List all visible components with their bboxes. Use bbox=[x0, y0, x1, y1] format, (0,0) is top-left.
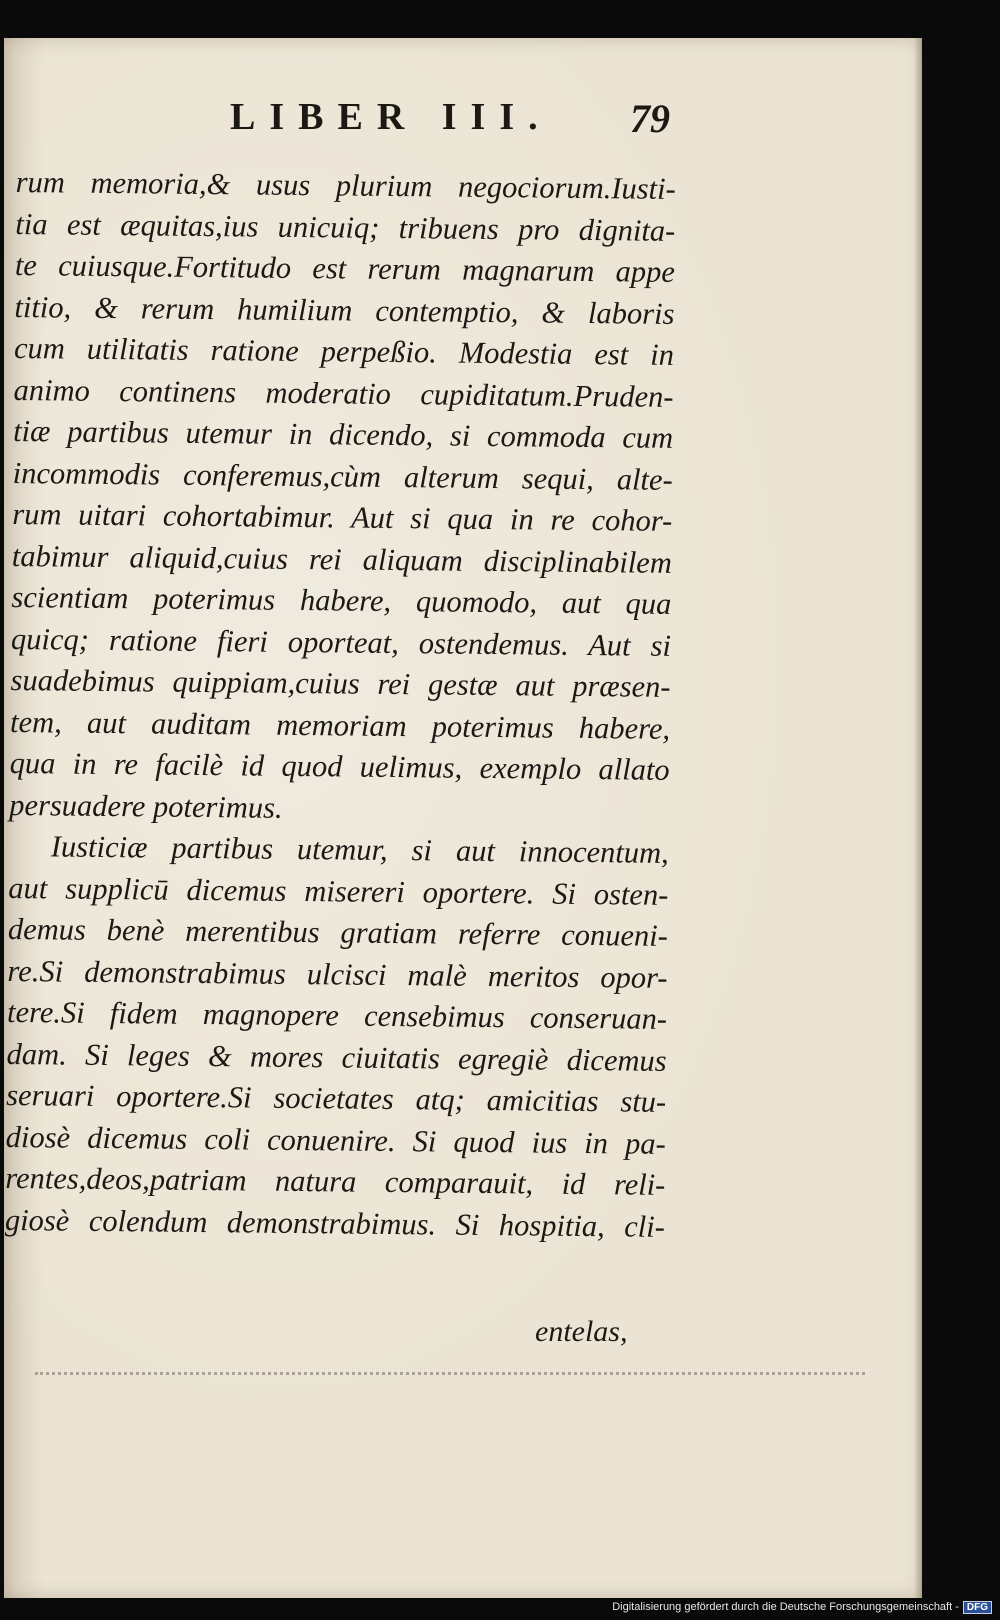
text-line: persuadere poterimus. bbox=[9, 787, 283, 825]
text-line: re.Si demonstrabimus ulcisci malè meritos opor- bbox=[7, 953, 668, 995]
credit-text: Digitalisierung gefördert durch die Deutsche Forschungsgemeinschaft - bbox=[612, 1601, 959, 1613]
text-line: aut supplicū dicemus misereri oportere. Si osten- bbox=[8, 870, 669, 912]
text-line: incommodis conferemus,cùm alterum sequi, alte- bbox=[12, 455, 673, 497]
page-edge-shadow bbox=[914, 38, 922, 1598]
text-line: rentes,deos,patriam natura comparauit, id reli- bbox=[5, 1160, 666, 1202]
dfg-logo: DFG bbox=[963, 1601, 992, 1614]
page-header bbox=[230, 95, 670, 155]
text-line: rum memoria,& usus plurium negociorum.Iusti- bbox=[15, 164, 676, 206]
text-line: tabimur aliquid,cuius rei aliquam disciplinabilem bbox=[11, 538, 673, 580]
text-line: seruari oportere.Si societates atq; amicitias stu- bbox=[6, 1077, 667, 1119]
text-line: quicq; ratione fieri oporteat, ostendemus. Aut si bbox=[10, 621, 672, 663]
paragraph-first-line: Iusticiæ partibus utemur, si aut innocentum, bbox=[50, 829, 669, 870]
page-number: 79 bbox=[630, 96, 670, 141]
text-line: dam. Si leges & mores ciuitatis egregiè dicemus bbox=[6, 1036, 667, 1078]
text-line: demus benè merentibus gratiam referre conueni- bbox=[7, 911, 669, 953]
text-line: scientiam poterimus habere, quomodo, aut qua bbox=[11, 579, 672, 621]
text-line: tere.Si fidem magnopere censebimus conseruan- bbox=[6, 994, 668, 1036]
text-line: suadebimus quippiam,cuius rei gestæ aut præsen- bbox=[10, 662, 671, 704]
body-text bbox=[5, 162, 676, 1248]
text-line: tia est æquitas,ius unicuiq; tribuens pro dignita- bbox=[15, 206, 676, 248]
catchword: entelas, bbox=[535, 1315, 628, 1348]
text-line: tiæ partibus utemur in dicendo, si commoda cum bbox=[13, 413, 674, 455]
text-line: titio, & rerum humilium contemptio, & laboris bbox=[14, 289, 675, 331]
text-line: cum utilitatis ratione perpeßio. Modestia est in bbox=[13, 330, 675, 372]
text-line: tem, aut auditam memoriam poterimus habere, bbox=[9, 704, 671, 746]
running-head: LIBER III. bbox=[230, 96, 552, 138]
text-line: giosè colendum demonstrabimus. Si hospitia, cli- bbox=[4, 1202, 666, 1244]
dotted-line bbox=[35, 1372, 865, 1375]
digitization-credit bbox=[612, 1601, 992, 1614]
text-line: rum uitari cohortabimur. Aut si qua in re cohor- bbox=[12, 496, 673, 538]
text-line: animo continens moderatio cupiditatum.Pruden- bbox=[13, 372, 674, 414]
text-line: te cuiusque.Fortitudo est rerum magnarum appe bbox=[14, 247, 676, 289]
text-line: diosè dicemus coli conuenire. Si quod ius in pa- bbox=[5, 1119, 666, 1161]
text-line: qua in re facilè id quod uelimus, exemplo allato bbox=[9, 745, 670, 787]
